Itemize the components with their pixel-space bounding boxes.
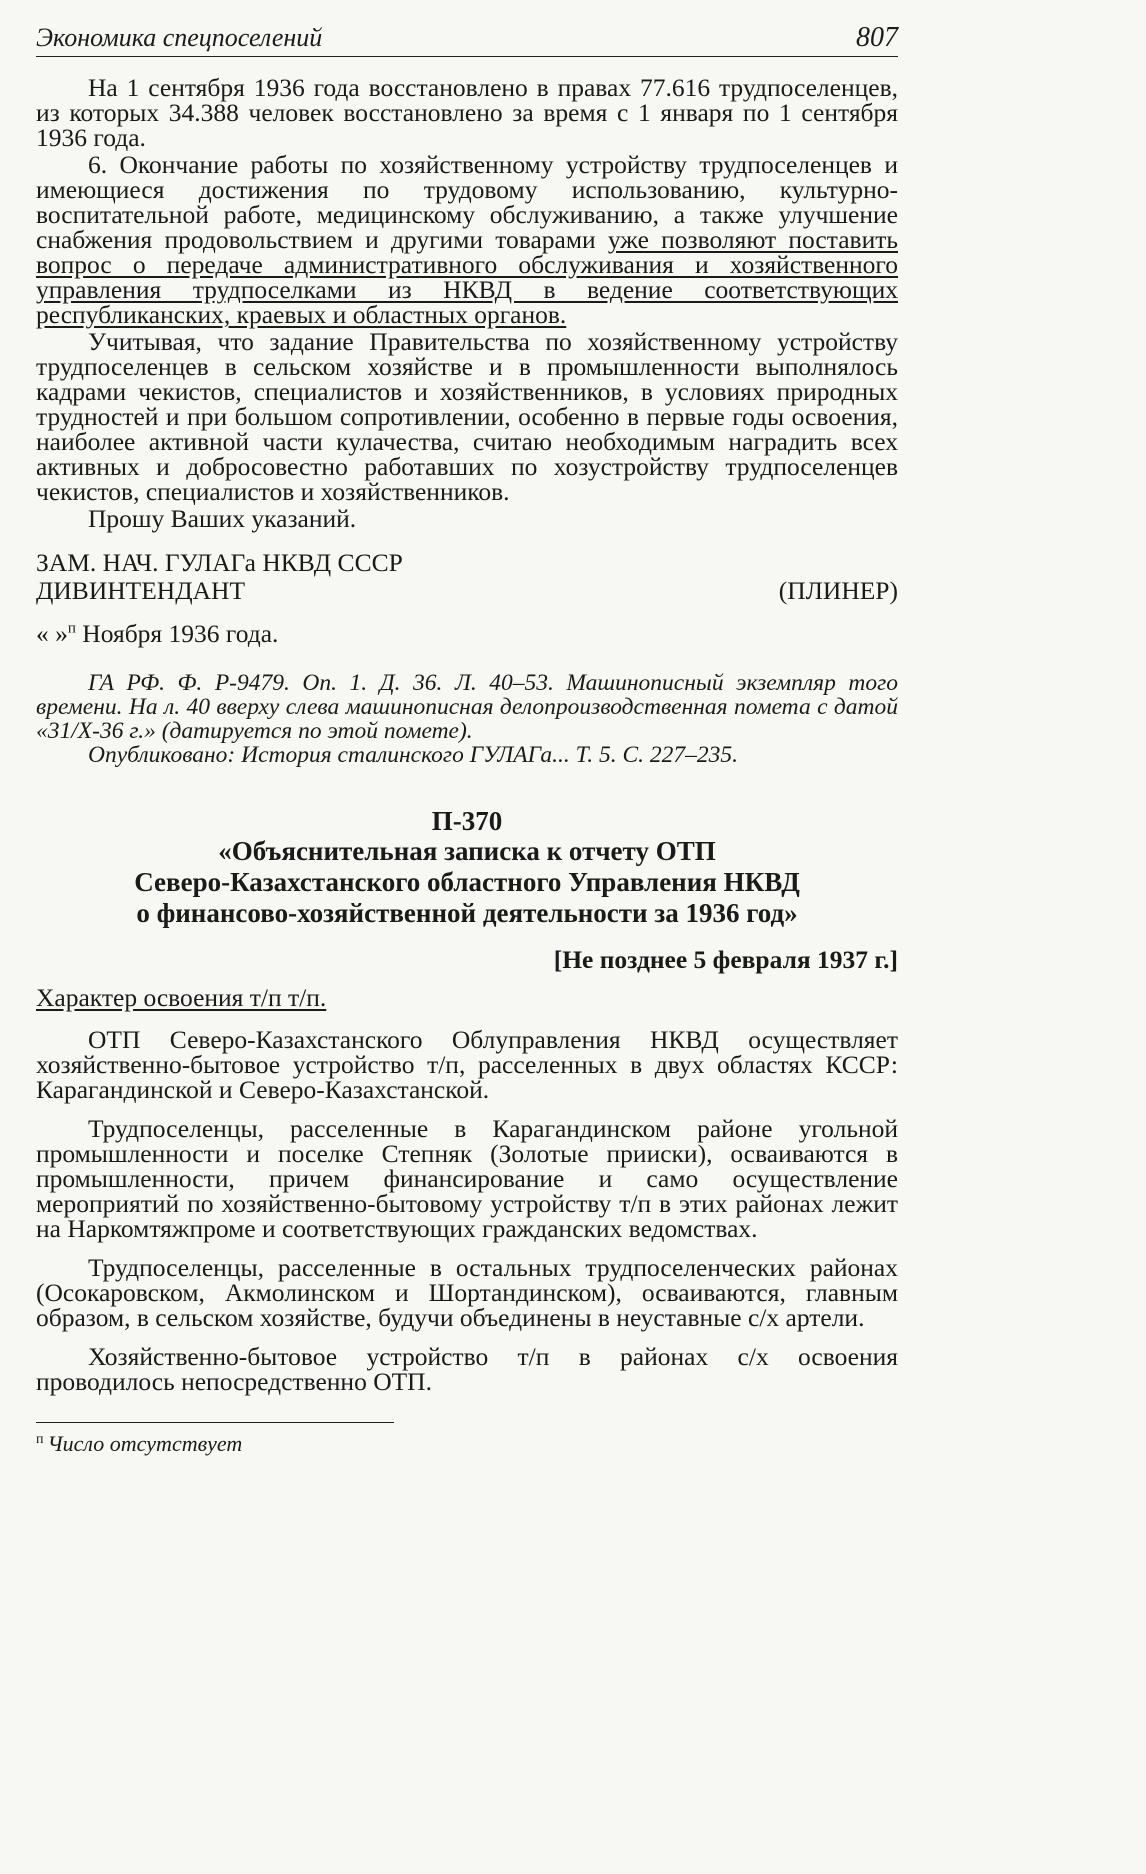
signature-block: [36, 549, 898, 605]
section-title: Экономика спецпоселений: [36, 23, 323, 52]
paragraph-awards-request: Учитывая, что задание Правительства по хозяйственному устройству трудпоселенцев в сельском хозяйстве и в промышленности выполнялось кадрами чекистов, специалистов и хозяйственников, в условиях природных трудностей и при большом сопротивлении, особенно в первые годы освоения, наиболее активной части кулачества, считаю необходимым наградить всех активных и добросовестно работавших по хозустройству трудпоселенцев чекистов, специалистов и хозяйственников.: [36, 327, 898, 506]
underlined-proposal: уже позволяют поставить вопрос о передаче административного обслуживания и хозяйственного управления трудпоселками из НКВД в ведение соответствующих республиканских, краевых и областных органов.: [36, 225, 898, 329]
signature-position: ЗАМ. НАЧ. ГУЛАГа НКВД СССР: [36, 548, 403, 577]
document-title: [36, 836, 898, 929]
date-quote-marks: « »: [36, 619, 68, 648]
footnote: [36, 1431, 898, 1457]
footnote-text: Число отсутствует: [47, 1431, 243, 1456]
document-page: [36, 22, 898, 1457]
paragraph-text: 6. Окончание работы по хозяйственному устройству трудпоселенцев и имеющиеся достижения по трудовому использованию, культурно-воспитательной работе, медицинскому обслуживанию, а также улучшение снабжения продовольствием и другими товарами: [36, 150, 898, 254]
document-date-line: [36, 619, 898, 649]
paragraph-otp-overview: ОТП Северо-Казахстанского Облуправления НКВД осуществляет хозяйственно-бытовое устройство т/п, расселенных в двух областях КССР: Карагандинской и Северо-Казахстанской.: [36, 1025, 898, 1104]
footnote-reference: п: [67, 620, 76, 637]
document-title-line: Северо-Казахстанского областного Управления НКВД: [134, 867, 800, 897]
footnote-divider: [36, 1422, 394, 1423]
page-number: 807: [856, 22, 898, 53]
paragraph-administrative-transfer: [36, 152, 898, 327]
date-text: Ноября 1936 года.: [75, 619, 279, 648]
document-title-line: «Объяснительная записка к отчету ОТП: [218, 836, 716, 866]
document-title-line: о финансово-хозяйственной деятельности за 1936 год»: [136, 898, 798, 928]
paragraph-agricultural-districts: Трудпоселенцы, расселенные в остальных трудпоселенческих районах (Осокаровском, Акмолинском и Шортандинском), осваиваются, главным образом, в сельском хозяйстве, будучи объединены в неуставные с/х артели.: [36, 1253, 898, 1332]
publication-reference: Опубликовано: История сталинского ГУЛАГа... Т. 5. С. 227–235.: [88, 742, 739, 768]
running-header: [36, 22, 898, 57]
document-number: П-370: [431, 806, 503, 836]
paragraph-restored-rights: На 1 сентября 1936 года восстановлено в правах 77.616 трудпоселенцев, из которых 34.388 человек восстановлено за время с 1 января по 1 сентября 1936 года.: [36, 73, 898, 152]
footnote-mark: п: [36, 1431, 44, 1447]
paragraph-request-instructions: Прошу Ваших указаний.: [88, 504, 357, 533]
paragraph-otp-direct: Хозяйственно-бытовое устройство т/п в районах с/х освоения проводилось непосредственно ОТП.: [36, 1342, 898, 1396]
archive-reference: ГА РФ. Ф. Р-9479. Оп. 1. Д. 36. Л. 40–53. Машинописный экземпляр того времени. На л. 40 вверху слева машинописная делопроизводственная помета с датой «31/Х-36 г.» (датируется по этой помете).: [36, 670, 898, 744]
signature-rank: ДИВИНТЕНДАНТ: [36, 576, 246, 605]
paragraph-karaganda-industry: Трудпоселенцы, расселенные в Карагандинском районе угольной промышленности и поселке Степняк (Золотые прииски), осваиваются в промышленности, причем финансирование и само осуществление мероприятий по хозяйственно-бытовому устройству т/п в этих районах лежит на Наркомтяжпроме и соответствующих гражданских ведомствах.: [36, 1114, 898, 1243]
signature-row: [36, 577, 898, 605]
section-subheading: Характер освоения т/п т/п.: [36, 983, 327, 1012]
signature-name: (ПЛИНЕР): [778, 576, 898, 605]
document-dating: [Не позднее 5 февраля 1937 г.]: [553, 945, 898, 974]
